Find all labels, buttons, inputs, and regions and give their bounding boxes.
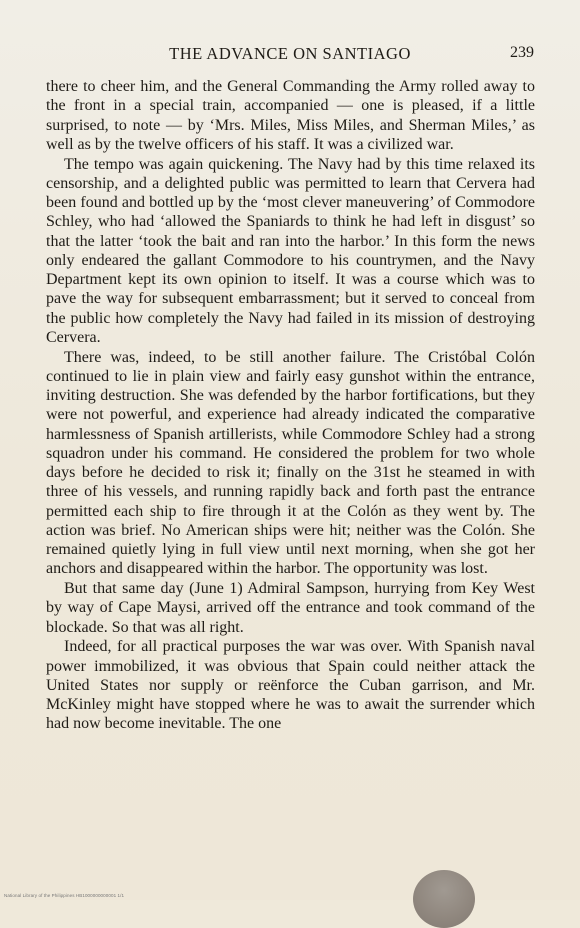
paragraph-2: The tempo was again quickening. The Navy had by this time relaxed its censorship, and a delighted public was permitted to learn that Cervera had been found and bottled up by the ‘most clever maneuvering’ of Commodore Schley, who had ‘allowed the Spaniards to think he had left in disgust’ so that the latter ‘took the bait and ran into the harbor.’ In this form the news only endeared the gallant Commodore to his countrymen, and the Navy Department kept its own opinion to itself. It was a course which was to pave the way for subsequent embarrassment; but it served to conceal from the public how completely the Navy had failed in its mission of destroying Cervera. [46,155,535,346]
page-header [44,44,536,66]
paragraph-1: there to cheer him, and the General Commanding the Army rolled away to the front in a special train, accompanied — one is pleased, if a little surprised, to note — by ‘Mrs. Miles, Miss Miles, and Sherman Miles,’ as well as by the twelve officers of his staff. It was a civilized war. [46,78,535,153]
body-text [46,77,535,734]
running-head: THE ADVANCE ON SANTIAGO [169,44,411,63]
paragraph-4: But that same day (June 1) Admiral Sampson, hurrying from Key West by way of Cape Maysi, arrived off the entrance and took command of the blockade. So that was all right. [46,580,535,636]
paragraph-3: There was, indeed, to be still another failure. The Cristóbal Colón continued to lie in plain view and fairly easy gunshot within the entrance, inviting destruction. She was defended by the harbor fortifications, but they were not powerful, and experience had already indicated the comparative harmlessness of Spanish artillerists, while Commodore Schley had a strong squadron under his command. He considered the problem for two whole days before he decided to risk it; finally on the 31st he steamed in with three of his vessels, and running rapidly back and forth past the entrance permitted each ship to fire through it at the Colón as they went by. The action was brief. No American ships were hit; neither was the Colón. She remained quietly lying in full view until next morning, when she got her anchors and disappeared within the harbor. The opportunity was lost. [46,348,535,578]
paragraph-5: Indeed, for all practical purposes the war was over. With Spanish naval power immobilized, it was obvious that Spain could neither attack the United States nor supply or reënforce the Cuban garrison, and Mr. McKinley might have stopped where he was to await the surrender which had now become inevitable. The one [46,638,535,733]
page-tab-shape [413,870,475,928]
page-number: 239 [510,44,534,61]
footer-text: National Library of the Philippines HB1000000000001 1/1 [4,893,125,898]
